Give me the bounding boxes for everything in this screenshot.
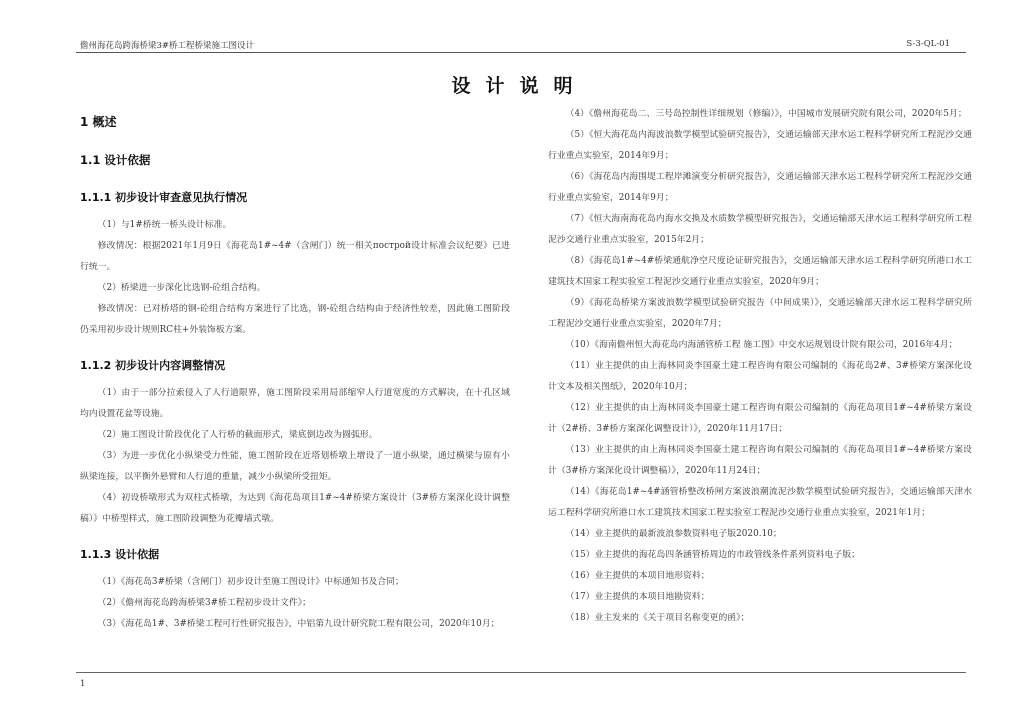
paragraph: （3）为进一步优化小纵梁受力性能，施工图阶段在近塔划桥墩上增设了一道小纵梁，通过横梁与原有小纵梁连接，以平衡外悬臂和人行道的重量，减少小纵梁所受扭矩。 <box>80 451 510 482</box>
header-project-title: 儋州海花岛跨海桥梁3#桥工程桥梁施工图设计 <box>80 41 255 51</box>
reference-item: （9）《海花岛桥梁方案波浪数学模型试验研究报告（中间成果）》，交通运输部天津水运工程科学研究所工程泥沙交通行业重点实验室，2020年7月； <box>548 298 972 329</box>
header-rule <box>76 52 966 53</box>
paragraph: （4）初设桥墩形式为双柱式桥墩，为达到《海花岛项目1#~4#桥梁方案设计（3#桥方案深化设计调整稿）》中桥型样式，施工图阶段调整为花瓣墙式墩。 <box>80 493 510 524</box>
footer-rule <box>76 672 966 673</box>
paragraph: （1）与1#桥统一桥头设计标准。 <box>97 220 232 230</box>
page-number: 1 <box>80 679 86 689</box>
paragraph: 修改情况：已对桥塔的钢-砼组合结构方案进行了比选，钢-砼组合结构由于经济性较差，因此施工图阶段仍采用初步设计规则RC柱+外装饰板方案。 <box>80 304 510 335</box>
reference-item: （1）《海花岛3#桥梁（含闸门）初步设计至施工图设计》中标通知书及合同； <box>97 577 404 587</box>
paragraph: （1）由于一部分拉索侵入了人行道限界，施工图阶段采用局部缩窄人行道宽度的方式解决，在十孔区域均内设置花盆等设施。 <box>80 388 510 419</box>
reference-item: （4）《儋州海花岛二、三号岛控制性详细规划（修编）》，中国城市发展研究院有限公司，2020年5月； <box>565 109 967 119</box>
right-column <box>548 104 972 629</box>
header-drawing-code: S-3-QL-01 <box>906 39 950 49</box>
reference-item: （7）《恒大海南海花岛内海水交换及水质数学模型研究报告》，交通运输部天津水运工程科学研究所工程泥沙交通行业重点实验室，2015年2月； <box>548 214 972 245</box>
subsection-heading-design-basis: 1.1.3 设计依据 <box>80 548 160 561</box>
reference-item: （11）业主提供的由上海林同炎李国豪土建工程咨询有限公司编制的《海花岛2#、3#桥梁方案深化设计文本及相关图纸》，2020年10月； <box>548 361 972 392</box>
reference-item: （10）《海南儋州恒大海花岛内海涵管桥工程 施工图》中交水运规划设计院有限公司，2016年4月； <box>565 340 958 350</box>
paragraph: （2）桥梁进一步深化比选钢-砼组合结构。 <box>97 283 266 293</box>
reference-item: （8）《海花岛1#~4#桥梁通航净空尺度论证研究报告》，交通运输部天津水运工程科学研究所港口水工建筑技术国家工程实验室工程泥沙交通行业重点实验室，2020年9月； <box>548 256 972 287</box>
paragraph: （2）施工图设计阶段优化了人行桥的截面形式，梁底倒边改为圆弧形。 <box>97 430 378 440</box>
reference-item: （18）业主发来的《关于项目名称变更的函》； <box>565 613 750 623</box>
reference-item: （13）业主提供的由上海林同炎李国豪土建工程咨询有限公司编制的《海花岛项目1#~4#桥梁方案设计（3#桥方案深化设计调整稿）》，2020年11月24日； <box>548 445 972 476</box>
left-column <box>80 104 510 635</box>
reference-item: （17）业主提供的本项目地勘资料； <box>565 592 710 602</box>
reference-item: （6）《海花岛内海围堤工程岸滩演变分析研究报告》，交通运输部天津水运工程科学研究所工程泥沙交通行业重点实验室，2014年9月； <box>548 172 972 203</box>
subsection-heading-review-execution: 1.1.1 初步设计审查意见执行情况 <box>80 191 248 204</box>
section-heading-design-basis: 1.1 设计依据 <box>80 153 151 167</box>
reference-item: （2）《儋州海花岛跨海桥梁3#桥工程初步设计文件》； <box>97 598 311 608</box>
reference-item: （15）业主提供的海花岛四条涵管桥周边的市政管线条件系列资料电子版； <box>565 550 860 560</box>
reference-item: （3）《海花岛1#、3#桥梁工程可行性研究报告》，中铝第九设计研究院工程有限公司，2020年10月； <box>97 619 500 629</box>
paragraph: 修改情况：根据2021年1月9日《海花岛1#~4#（含闸门）统一相关построй设计标准会议纪要》已进行统一。 <box>80 241 510 272</box>
reference-item: （12）业主提供的由上海林同炎李国豪土建工程咨询有限公司编制的《海花岛项目1#~4#桥梁方案设计（2#桥、3#桥方案深化调整设计）》，2020年11月17日； <box>548 403 972 434</box>
subsection-heading-content-adjustment: 1.1.2 初步设计内容调整情况 <box>80 359 226 372</box>
page-title: 设计说明 <box>451 75 588 97</box>
reference-item: （14）《海花岛1#~4#涵管桥整改桥闸方案波浪潮流泥沙数学模型试验研究报告》，交通运输部天津水运工程科学研究所港口水工建筑技术国家工程实验室工程泥沙交通行业重点实验室，2021年1月； <box>548 487 972 518</box>
reference-item: （16）业主提供的本项目地形资料； <box>565 571 710 581</box>
section-heading-overview: 1 概述 <box>80 115 117 129</box>
reference-item: （14）业主提供的最新波浪参数资料电子版2020.10； <box>565 529 782 539</box>
reference-item: （5）《恒大海花岛内海波浪数学模型试验研究报告》，交通运输部天津水运工程科学研究所工程泥沙交通行业重点实验室，2014年9月； <box>548 130 972 161</box>
